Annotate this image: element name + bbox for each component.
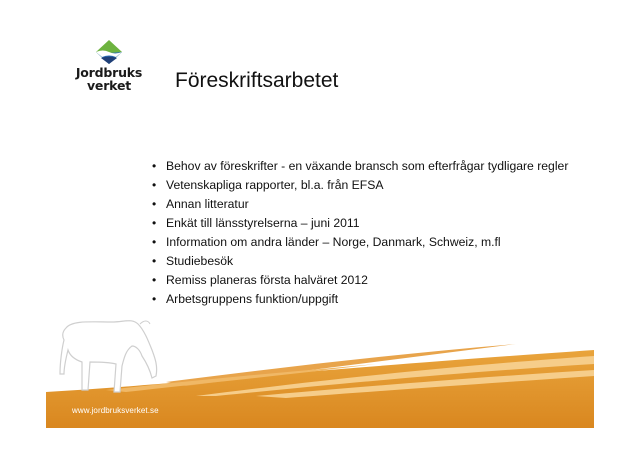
bullet-text: Behov av föreskrifter - en växande bransch som efterfrågar tydligare regler [166, 159, 569, 173]
bullet-item [150, 254, 570, 269]
bullet-item [150, 197, 570, 212]
bullet-dot: • [152, 178, 157, 192]
bullet-list [150, 159, 570, 311]
bullet-dot: • [152, 273, 157, 287]
bullet-dot: • [152, 254, 157, 268]
slide-title: Föreskriftsarbetet [175, 69, 339, 92]
bullet-text: Studiebesök [166, 254, 234, 268]
bullet-item [150, 292, 570, 307]
bullet-text: Annan litteratur [166, 197, 249, 211]
bullet-text: Arbetsgruppens funktion/uppgift [166, 292, 339, 306]
bullet-dot: • [152, 292, 157, 306]
bullet-dot: • [152, 197, 157, 211]
logo-line-1: Jordbruks [75, 65, 143, 80]
bullet-dot: • [152, 235, 157, 249]
bullet-item [150, 216, 570, 231]
footer-url: www.jordbruksverket.se [72, 406, 159, 415]
bullet-text: Remiss planeras första halväret 2012 [166, 273, 368, 287]
bullet-text: Enkät till länsstyrelserna – juni 2011 [166, 216, 360, 230]
horse-illustration-icon [52, 300, 172, 410]
bullet-text: Vetenskapliga rapporter, bl.a. från EFSA [166, 178, 384, 192]
bullet-item [150, 273, 570, 288]
bullet-item [150, 178, 570, 193]
bullet-item [150, 235, 570, 250]
bullet-item [150, 159, 570, 174]
logo-wordmark [72, 66, 146, 92]
logo-line-2: verket [86, 78, 132, 93]
bullet-dot: • [152, 159, 157, 173]
bullet-dot: • [152, 216, 157, 230]
bullet-text: Information om andra länder – Norge, Danmark, Schweiz, m.fl [166, 235, 501, 249]
